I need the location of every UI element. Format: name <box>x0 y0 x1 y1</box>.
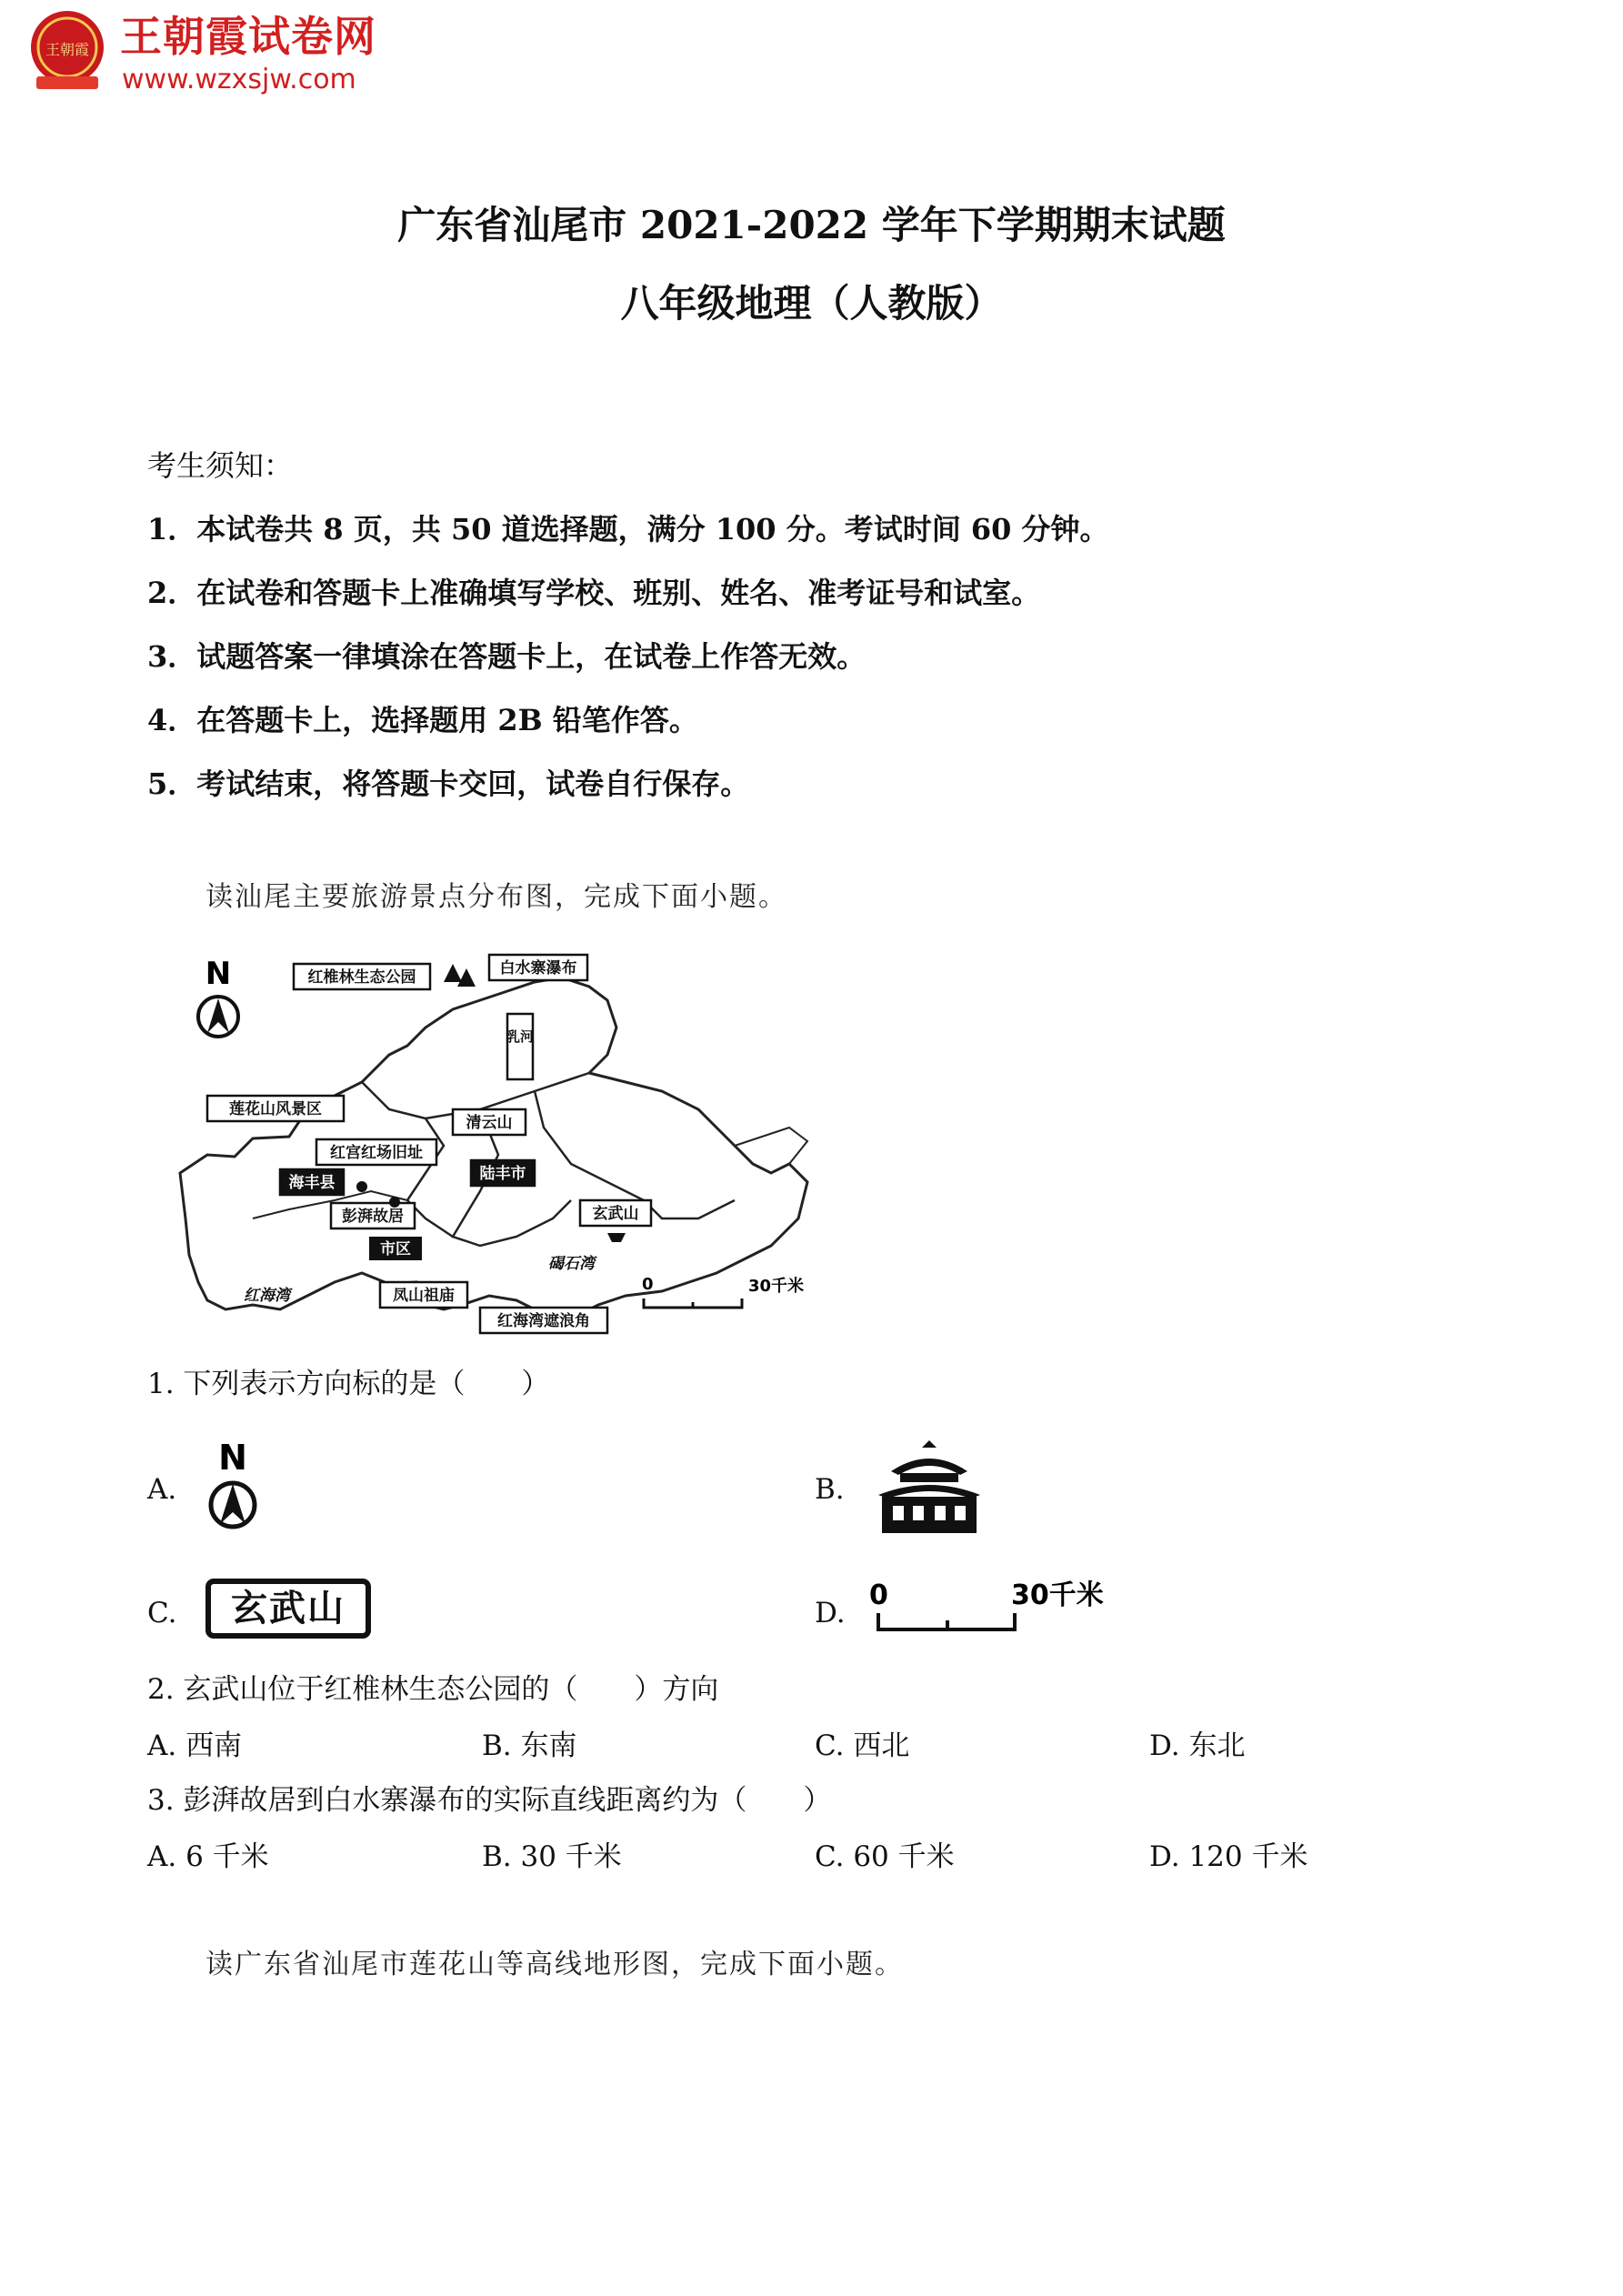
option-a[interactable]: A. 6 千米 <box>147 1840 269 1873</box>
option-a[interactable]: A. 西南 <box>147 1730 243 1762</box>
map-scale-end: 30千米 <box>748 1277 805 1296</box>
map-label: 红海湾 <box>244 1287 290 1305</box>
option-d[interactable]: D. 120 千米 <box>1149 1840 1308 1873</box>
map-label: 清云山 <box>466 1114 513 1132</box>
place-dot-icon <box>389 1197 400 1208</box>
map-label: 凤山祖庙 <box>393 1287 455 1305</box>
site-url[interactable]: www.wzxsjw.com <box>122 64 356 95</box>
option-b-label[interactable]: B. <box>815 1473 845 1506</box>
option-a-letter: N <box>218 1438 247 1478</box>
shanwei-tourism-map <box>153 946 826 1346</box>
map-label: 海丰县 <box>288 1174 336 1192</box>
mountain-icon <box>444 964 476 987</box>
page-subtitle: 八年级地理（人教版） <box>620 281 1003 326</box>
option-d-label[interactable]: D. <box>815 1597 846 1629</box>
map-label: 白水寨瀑布 <box>499 959 577 978</box>
map-label: 乳河 <box>506 1028 535 1045</box>
site-logo-badge <box>27 9 107 93</box>
place-dot-icon <box>356 1181 367 1192</box>
map-label: 红海湾遮浪角 <box>497 1312 590 1330</box>
option-a-label[interactable]: A. <box>147 1473 177 1506</box>
option-b[interactable]: B. 东南 <box>482 1730 577 1762</box>
note-item: 5．考试结束，将答题卡交回，试卷自行保存。 <box>147 767 750 801</box>
temple-icon <box>607 1233 626 1242</box>
question-text: 1. 下列表示方向标的是（ ） <box>147 1368 550 1400</box>
section-intro: 读汕尾主要旅游景点分布图，完成下面小题。 <box>205 881 787 913</box>
map-label: 莲花山风景区 <box>229 1100 322 1118</box>
option-c-label[interactable]: C. <box>147 1597 177 1629</box>
option-c[interactable]: C. 西北 <box>815 1730 910 1762</box>
option-d[interactable]: D. 东北 <box>1149 1730 1246 1762</box>
map-north-letter: N <box>205 956 232 992</box>
option-d-end: 30千米 <box>1011 1579 1104 1611</box>
map-label: 红椎林生态公园 <box>307 968 416 987</box>
scale-bar-icon[interactable] <box>869 1577 1106 1640</box>
map-label: 红宫红场旧址 <box>330 1144 423 1162</box>
option-d-zero: 0 <box>869 1579 888 1611</box>
section-intro: 读广东省汕尾市莲花山等高线地形图，完成下面小题。 <box>205 1949 904 1980</box>
question-text: 3. 彭湃故居到白水寨瀑布的实际直线距离约为（ ） <box>147 1784 832 1817</box>
note-item: 2．在试卷和答题卡上准确填写学校、班别、姓名、准考证号和试室。 <box>147 576 1041 610</box>
site-logo-title[interactable]: 王朝霞试卷网 <box>120 12 376 61</box>
option-b[interactable]: B. 30 千米 <box>482 1840 622 1873</box>
note-item: 4．在答题卡上，选择题用 2B 铅笔作答。 <box>147 703 698 737</box>
scale-bar-icon <box>644 1298 742 1308</box>
notes-heading: 考生须知： <box>147 448 294 483</box>
map-label: 市区 <box>380 1240 411 1258</box>
page-title: 广东省汕尾市 2021-2022 学年下学期期末试题 <box>397 203 1226 247</box>
map-label: 陆丰市 <box>479 1165 526 1183</box>
north-arrow-icon[interactable] <box>205 1437 269 1537</box>
map-scale-zero: 0 <box>642 1275 654 1294</box>
badge-text: 王朝霞 <box>45 41 90 58</box>
pagoda-icon[interactable] <box>873 1439 986 1535</box>
map-label: 碣石湾 <box>548 1255 595 1273</box>
map-label: 彭湃故居 <box>342 1208 404 1226</box>
map-label: 玄武山 <box>592 1205 639 1223</box>
note-item: 1．本试卷共 8 页，共 50 道选择题，满分 100 分。考试时间 60 分钟。 <box>147 512 1109 546</box>
note-item: 3．试题答案一律填涂在答题卡上，在试卷上作答无效。 <box>147 639 867 674</box>
question-text: 2. 玄武山位于红椎林生态公园的（ ）方向 <box>147 1673 719 1706</box>
place-label-box[interactable]: 玄武山 <box>205 1579 371 1639</box>
option-c[interactable]: C. 60 千米 <box>815 1840 955 1873</box>
